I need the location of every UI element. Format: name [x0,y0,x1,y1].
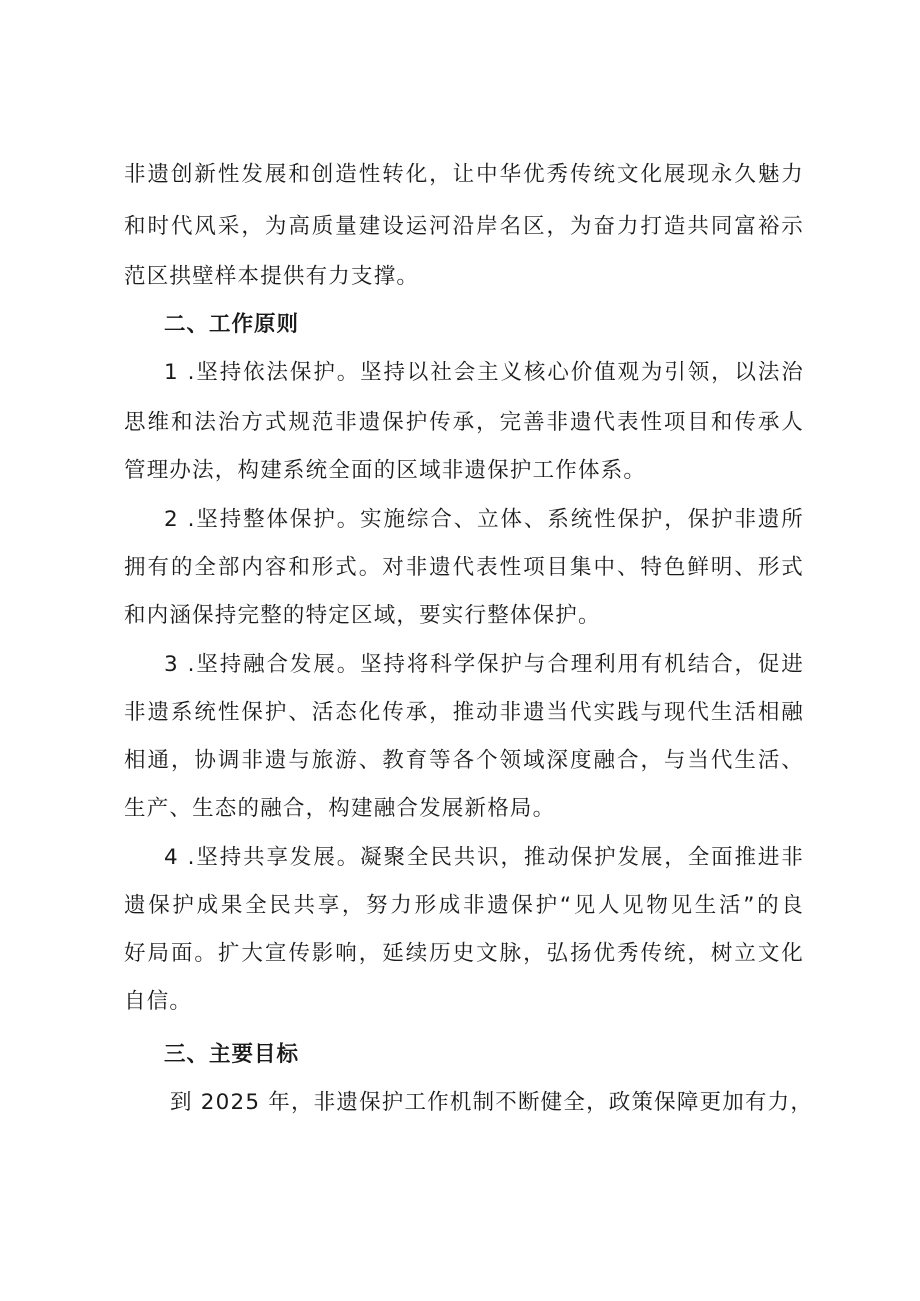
paragraph-line: 3 .坚持融合发展。坚持将科学保护与合理利用有机结合，促进 [164,652,804,677]
paragraph-line: 思维和法治方式规范非遗保护传承，完善非遗代表性项目和传承人 [124,410,804,435]
paragraph-line: 非遗创新性发展和创造性转化，让中华优秀传统文化展现永久魅力 [124,162,804,187]
paragraph-line: 相通，协调非遗与旅游、教育等各个领域深度融合，与当代生活、 [124,748,804,773]
paragraph-line: 到 2025 年，非遗保护工作机制不断健全，政策保障更加有力， [170,1090,814,1115]
paragraph-line: 2 .坚持整体保护。实施综合、立体、系统性保护，保护非遗所 [164,507,804,532]
paragraph-line: 好局面。扩大宣传影响，延续历史文脉，弘扬优秀传统，树立文化 [124,941,804,966]
paragraph-line: 拥有的全部内容和形式。对非遗代表性项目集中、特色鲜明、形式 [124,555,804,580]
paragraph-line: 生产、生态的融合，构建融合发展新格局。 [124,796,556,821]
paragraph-line: 自信。 [124,989,193,1014]
paragraph-line: 非遗系统性保护、活态化传承，推动非遗当代实践与现代生活相融 [124,700,804,725]
paragraph-line: 和时代风采，为高质量建设运河沿岸名区，为奋力打造共同富裕示 [124,214,804,239]
section-heading-goals: 三、主要目标 [164,1042,300,1067]
section-heading-principles: 二、工作原则 [164,312,300,337]
paragraph-line: 范区拱壁样本提供有力支撑。 [124,264,420,289]
paragraph-line: 4 .坚持共享发展。凝聚全民共识，推动保护发展，全面推进非 [164,845,804,870]
paragraph-line: 和内涵保持完整的特定区域，要实行整体保护。 [124,603,601,628]
paragraph-line: 1 .坚持依法保护。坚持以社会主义核心价值观为引领，以法治 [164,360,804,385]
paragraph-line: 遗保护成果全民共享，努力形成非遗保护“见人见物见生活”的良 [124,893,804,918]
paragraph-line: 管理办法，构建系统全面的区域非遗保护工作体系。 [124,458,647,483]
